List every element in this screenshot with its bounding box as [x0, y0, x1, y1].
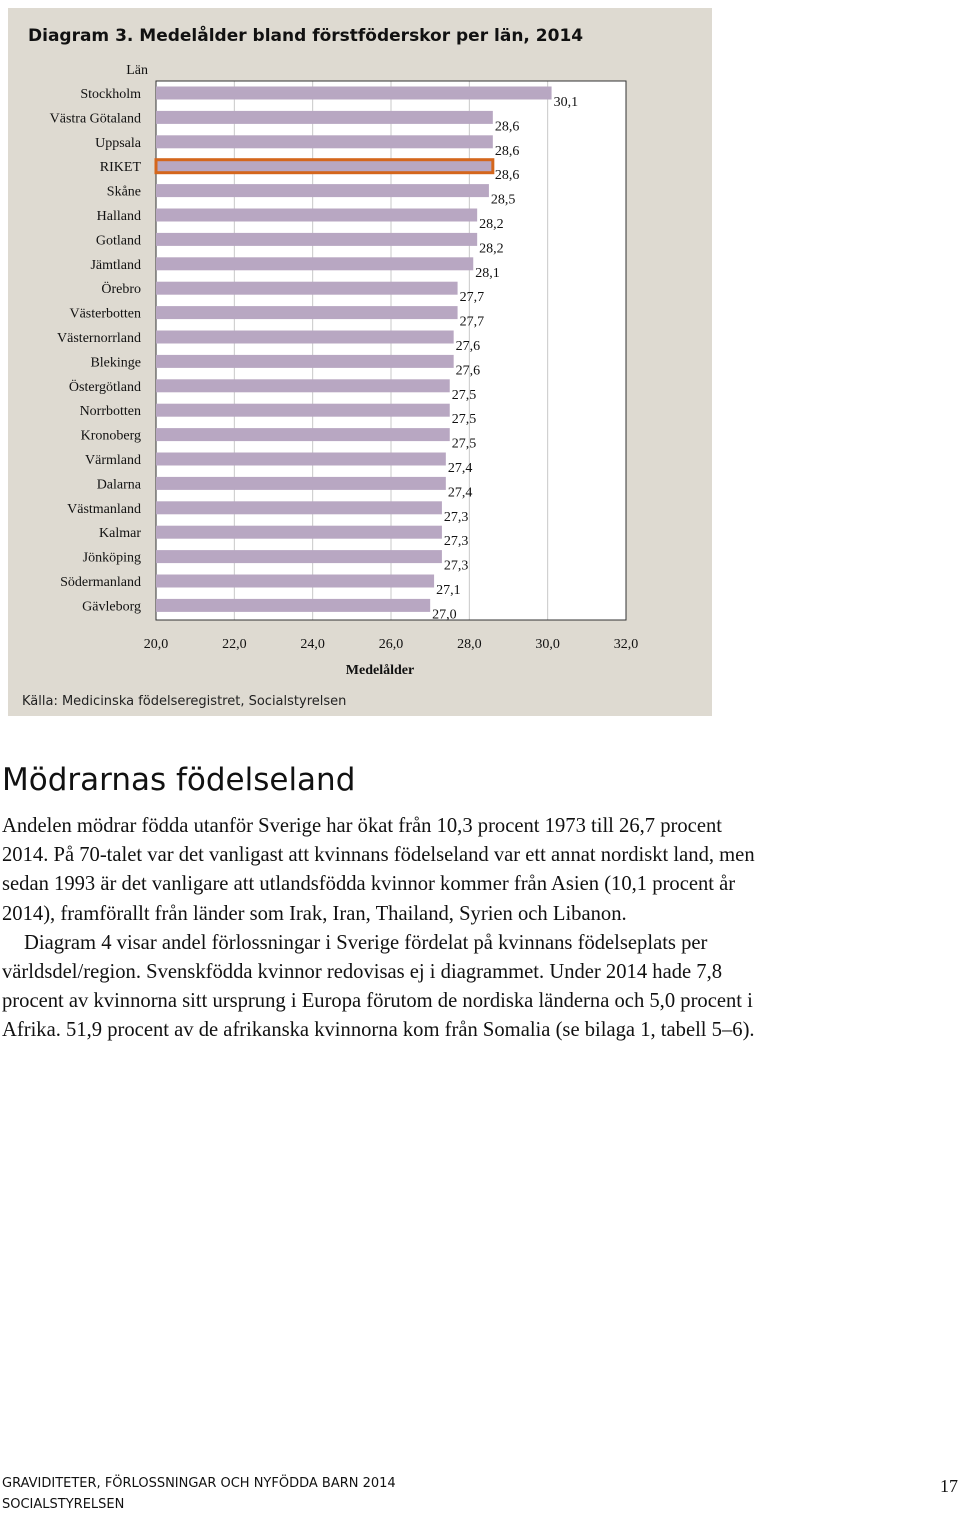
x-tick-label: 20,0: [143, 637, 169, 652]
bar: [156, 599, 430, 612]
category-label: Örebro: [101, 282, 141, 298]
data-label: 27,5: [451, 436, 477, 452]
footer-publisher: SOCIALSTYRELSEN: [2, 1497, 125, 1512]
bar: [156, 209, 477, 222]
chart-title: Diagram 3. Medelålder bland förstföderskor per län, 2014: [28, 26, 584, 46]
page-number: 17: [940, 1476, 958, 1496]
category-label: Blekinge: [90, 355, 141, 371]
data-label: 28,2: [479, 241, 504, 257]
category-label: Uppsala: [95, 135, 141, 151]
bar: [156, 501, 442, 514]
chart-source: Källa: Medicinska födelseregistret, Socialstyrelsen: [22, 694, 347, 709]
data-label: 27,4: [447, 461, 473, 476]
data-label: 27,6: [455, 363, 481, 379]
bar: [156, 135, 493, 148]
data-label: 27,4: [447, 485, 473, 501]
category-label: Jämtland: [90, 257, 141, 273]
data-label: 28,6: [494, 143, 520, 159]
category-label: Västernorrland: [57, 331, 141, 346]
data-label: 27,5: [451, 412, 477, 428]
category-label: Stockholm: [80, 87, 141, 102]
data-label: 28,6: [494, 119, 520, 135]
bar: [156, 550, 442, 563]
category-label: Halland: [96, 209, 141, 224]
bar-chart: [8, 8, 712, 716]
category-label: RIKET: [99, 160, 141, 176]
bar: [156, 257, 473, 270]
bar: [156, 526, 442, 539]
category-label: Västra Götaland: [49, 111, 141, 127]
data-label: 27,0: [432, 607, 457, 623]
category-label: Södermanland: [60, 575, 141, 590]
section-heading: Mödrarnas födelseland: [2, 762, 356, 798]
category-label: Kronoberg: [80, 428, 141, 444]
data-label: 27,7: [459, 314, 485, 330]
bar: [156, 477, 446, 490]
bar: [156, 331, 454, 344]
bar: [156, 453, 446, 466]
bar: [156, 306, 458, 319]
bar: [156, 111, 493, 124]
x-tick-label: 28,0: [457, 637, 482, 652]
x-tick-label: 30,0: [535, 637, 560, 652]
bar-riket: [156, 160, 493, 173]
data-label: 27,3: [443, 558, 469, 574]
data-label: 28,1: [475, 265, 500, 281]
bar: [156, 282, 458, 295]
data-label: 27,5: [451, 387, 477, 403]
data-label: 28,6: [494, 168, 520, 184]
category-label: Norrbotten: [79, 404, 141, 420]
category-label: Gävleborg: [82, 599, 141, 615]
x-tick-label: 22,0: [222, 637, 247, 652]
bar: [156, 184, 489, 197]
chart-panel: [8, 8, 712, 716]
category-label: Dalarna: [96, 477, 141, 493]
body-text: [2, 812, 757, 1046]
bar: [156, 404, 450, 417]
category-axis-title: Län: [126, 63, 148, 78]
category-label: Gotland: [95, 233, 141, 249]
data-label: 28,5: [490, 192, 516, 208]
x-axis-title: Medelålder: [345, 663, 415, 678]
bar: [156, 379, 450, 392]
category-label: Värmland: [85, 453, 141, 468]
bar: [156, 355, 454, 368]
category-label: Skåne: [106, 184, 141, 200]
data-label: 27,7: [459, 290, 485, 306]
x-tick-label: 26,0: [378, 637, 404, 652]
paragraph-2: Diagram 4 visar andel förlossningar i Sverige fördelat på kvinnans födelseplats per världsdel/region. Svenskfödda kvinnor redovisas ej i diagrammet. Under 2014 hade 7,8 procent av kvinnorna sitt ursprung i Europa förutom de nordiska länderna och 5,0 procent i Afrika. 51,9 procent av de afrikanska kvinnorna kom från Somalia (se bilaga 1, tabell 5–6).: [2, 931, 755, 1042]
category-label: Jönköping: [82, 550, 141, 566]
category-label: Östergötland: [68, 379, 141, 395]
category-label: Västerbotten: [69, 306, 141, 322]
x-tick-label: 32,0: [613, 637, 639, 652]
data-label: 27,1: [436, 583, 461, 598]
data-label: 30,1: [553, 95, 579, 110]
category-label: Västmanland: [67, 501, 141, 517]
data-label: 28,2: [479, 217, 504, 232]
category-label: Kalmar: [99, 526, 141, 542]
bar: [156, 428, 450, 441]
data-label: 27,3: [443, 534, 469, 550]
data-label: 27,3: [443, 509, 469, 525]
paragraph-1: Andelen mödrar födda utanför Sverige har ökat från 10,3 procent 1973 till 26,7 procent 2014. På 70-talet var det vanligast att kvinnans födelseland var ett annat nordiskt land, men sedan 1993 är det vanligare att utlandsfödda kvinnor kommer från Asien (10,1 procent år 2014), framförallt från länder som Irak, Iran, Thailand, Syrien och Libanon.: [2, 815, 755, 925]
x-tick-label: 24,0: [300, 637, 325, 652]
bar: [156, 87, 552, 100]
bar: [156, 575, 434, 588]
footer-report-title: GRAVIDITETER, FÖRLOSSNINGAR OCH NYFÖDDA BARN 2014: [2, 1476, 396, 1491]
bar: [156, 233, 477, 246]
data-label: 27,6: [455, 339, 481, 354]
